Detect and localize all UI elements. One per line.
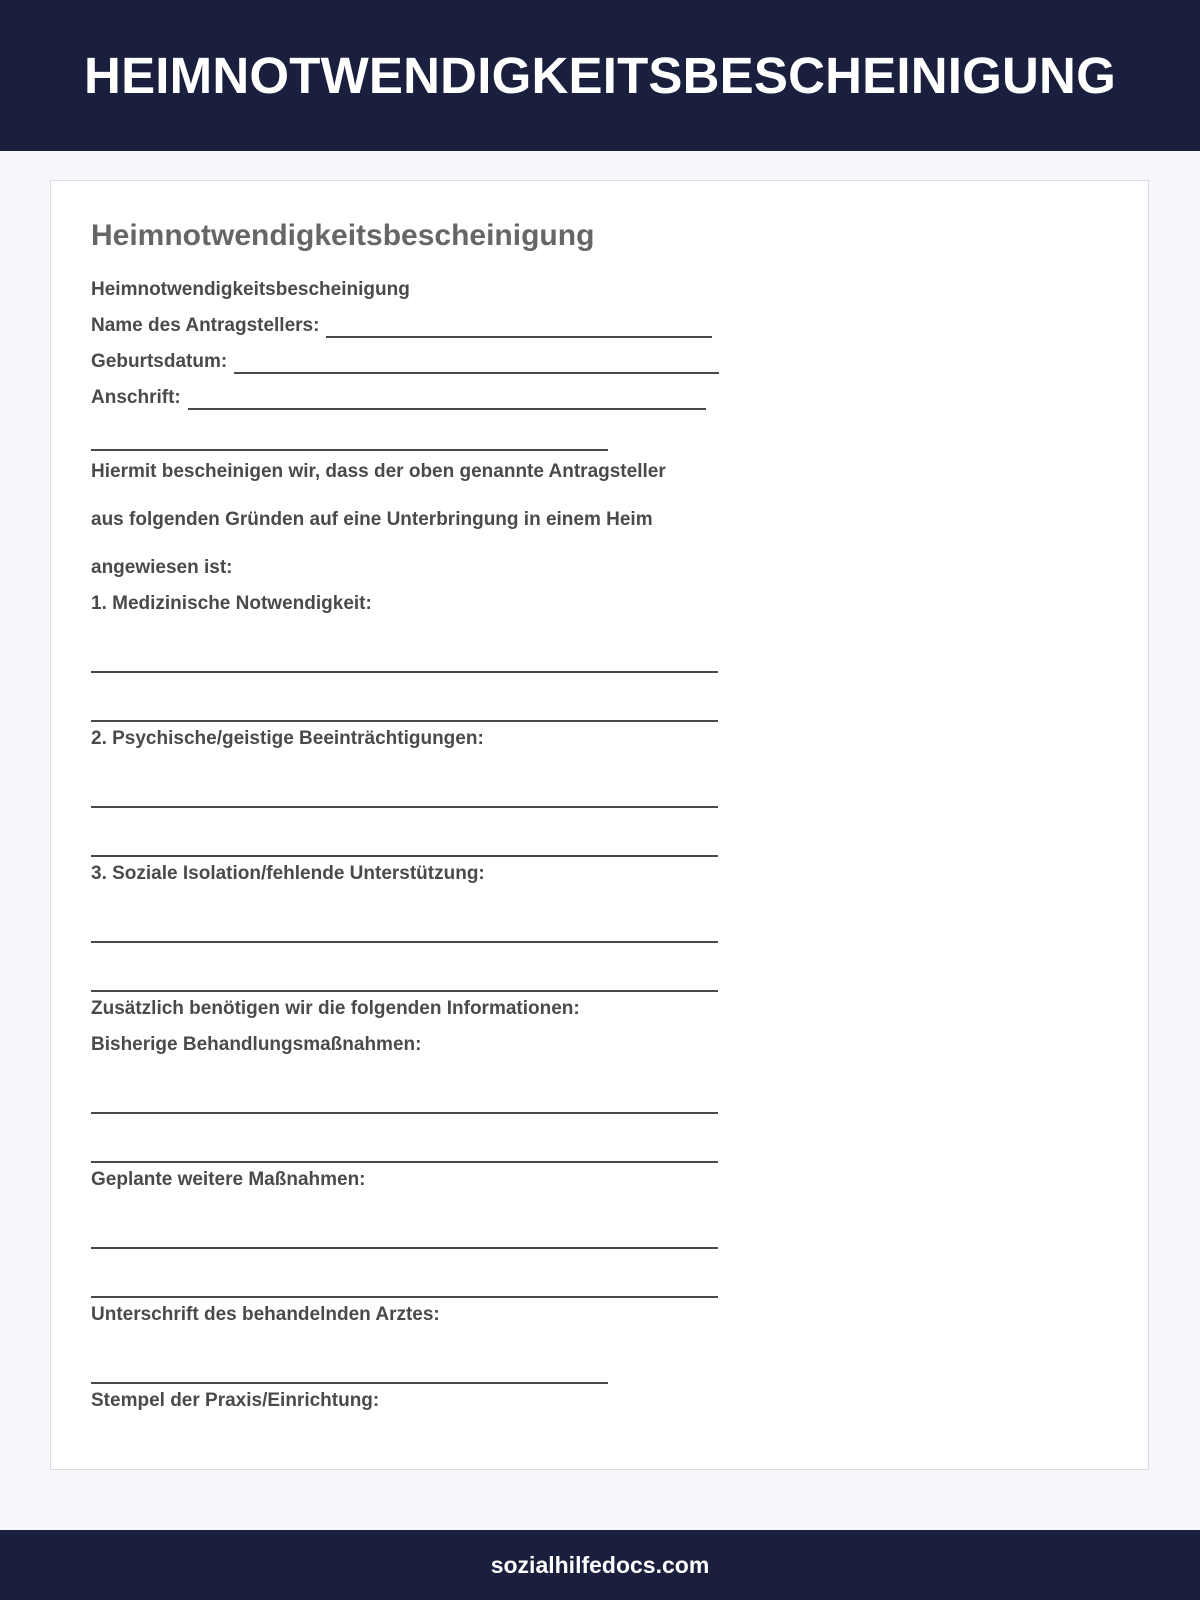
footer-banner [0,1530,1200,1600]
psychic-input-line-2[interactable] [91,855,718,857]
previous-treatment-label: Bisherige Behandlungsmaßnahmen: [91,1034,422,1055]
footer-site-link[interactable]: sozialhilfedocs.com [490,1551,710,1578]
address-label: Anschrift: [91,387,181,408]
birthdate-label: Geburtsdatum: [91,351,228,372]
intro-line-1: Hiermit bescheinigen wir, dass der oben genannte Antragsteller [91,461,666,482]
planned-measures-input-line-2[interactable] [91,1296,718,1298]
address-input-line-2[interactable] [91,449,608,451]
planned-measures-label: Geplante weitere Maßnahmen: [91,1169,366,1190]
planned-measures-input-line-1[interactable] [91,1247,718,1249]
header-banner [0,0,1200,151]
section-medical-label: 1. Medizinische Notwendigkeit: [91,593,372,614]
social-input-line-1[interactable] [91,941,718,943]
intro-line-3: angewiesen ist: [91,557,233,578]
medical-input-line-2[interactable] [91,720,718,722]
stamp-label: Stempel der Praxis/Einrichtung: [91,1390,380,1411]
intro-line-2: aus folgenden Gründen auf eine Unterbringung in einem Heim [91,509,653,530]
section-psychic-label: 2. Psychische/geistige Beeinträchtigungen: [91,728,484,749]
birthdate-input-line[interactable] [234,352,719,374]
name-input-line[interactable] [326,316,712,338]
social-input-line-2[interactable] [91,990,718,992]
previous-treatment-input-line-2[interactable] [91,1161,718,1163]
address-field [91,386,706,410]
previous-treatment-input-line-1[interactable] [91,1112,718,1114]
form-title: Heimnotwendigkeitsbescheinigung [91,219,595,252]
additional-info-label: Zusätzlich benötigen wir die folgenden Informationen: [91,998,580,1019]
name-label: Name des Antragstellers: [91,315,320,336]
doctor-signature-label: Unterschrift des behandelnden Arztes: [91,1304,440,1325]
form-subtitle: Heimnotwendigkeitsbescheinigung [91,279,410,300]
birthdate-field [91,350,719,374]
address-input-line[interactable] [188,388,706,410]
form-card [50,180,1149,1470]
name-field [91,314,712,338]
section-social-label: 3. Soziale Isolation/fehlende Unterstützung: [91,863,485,884]
doctor-signature-line[interactable] [91,1382,608,1384]
banner-title: HEIMNOTWENDIGKEITSBESCHEINIGUNG [84,47,1116,104]
psychic-input-line-1[interactable] [91,806,718,808]
medical-input-line-1[interactable] [91,671,718,673]
